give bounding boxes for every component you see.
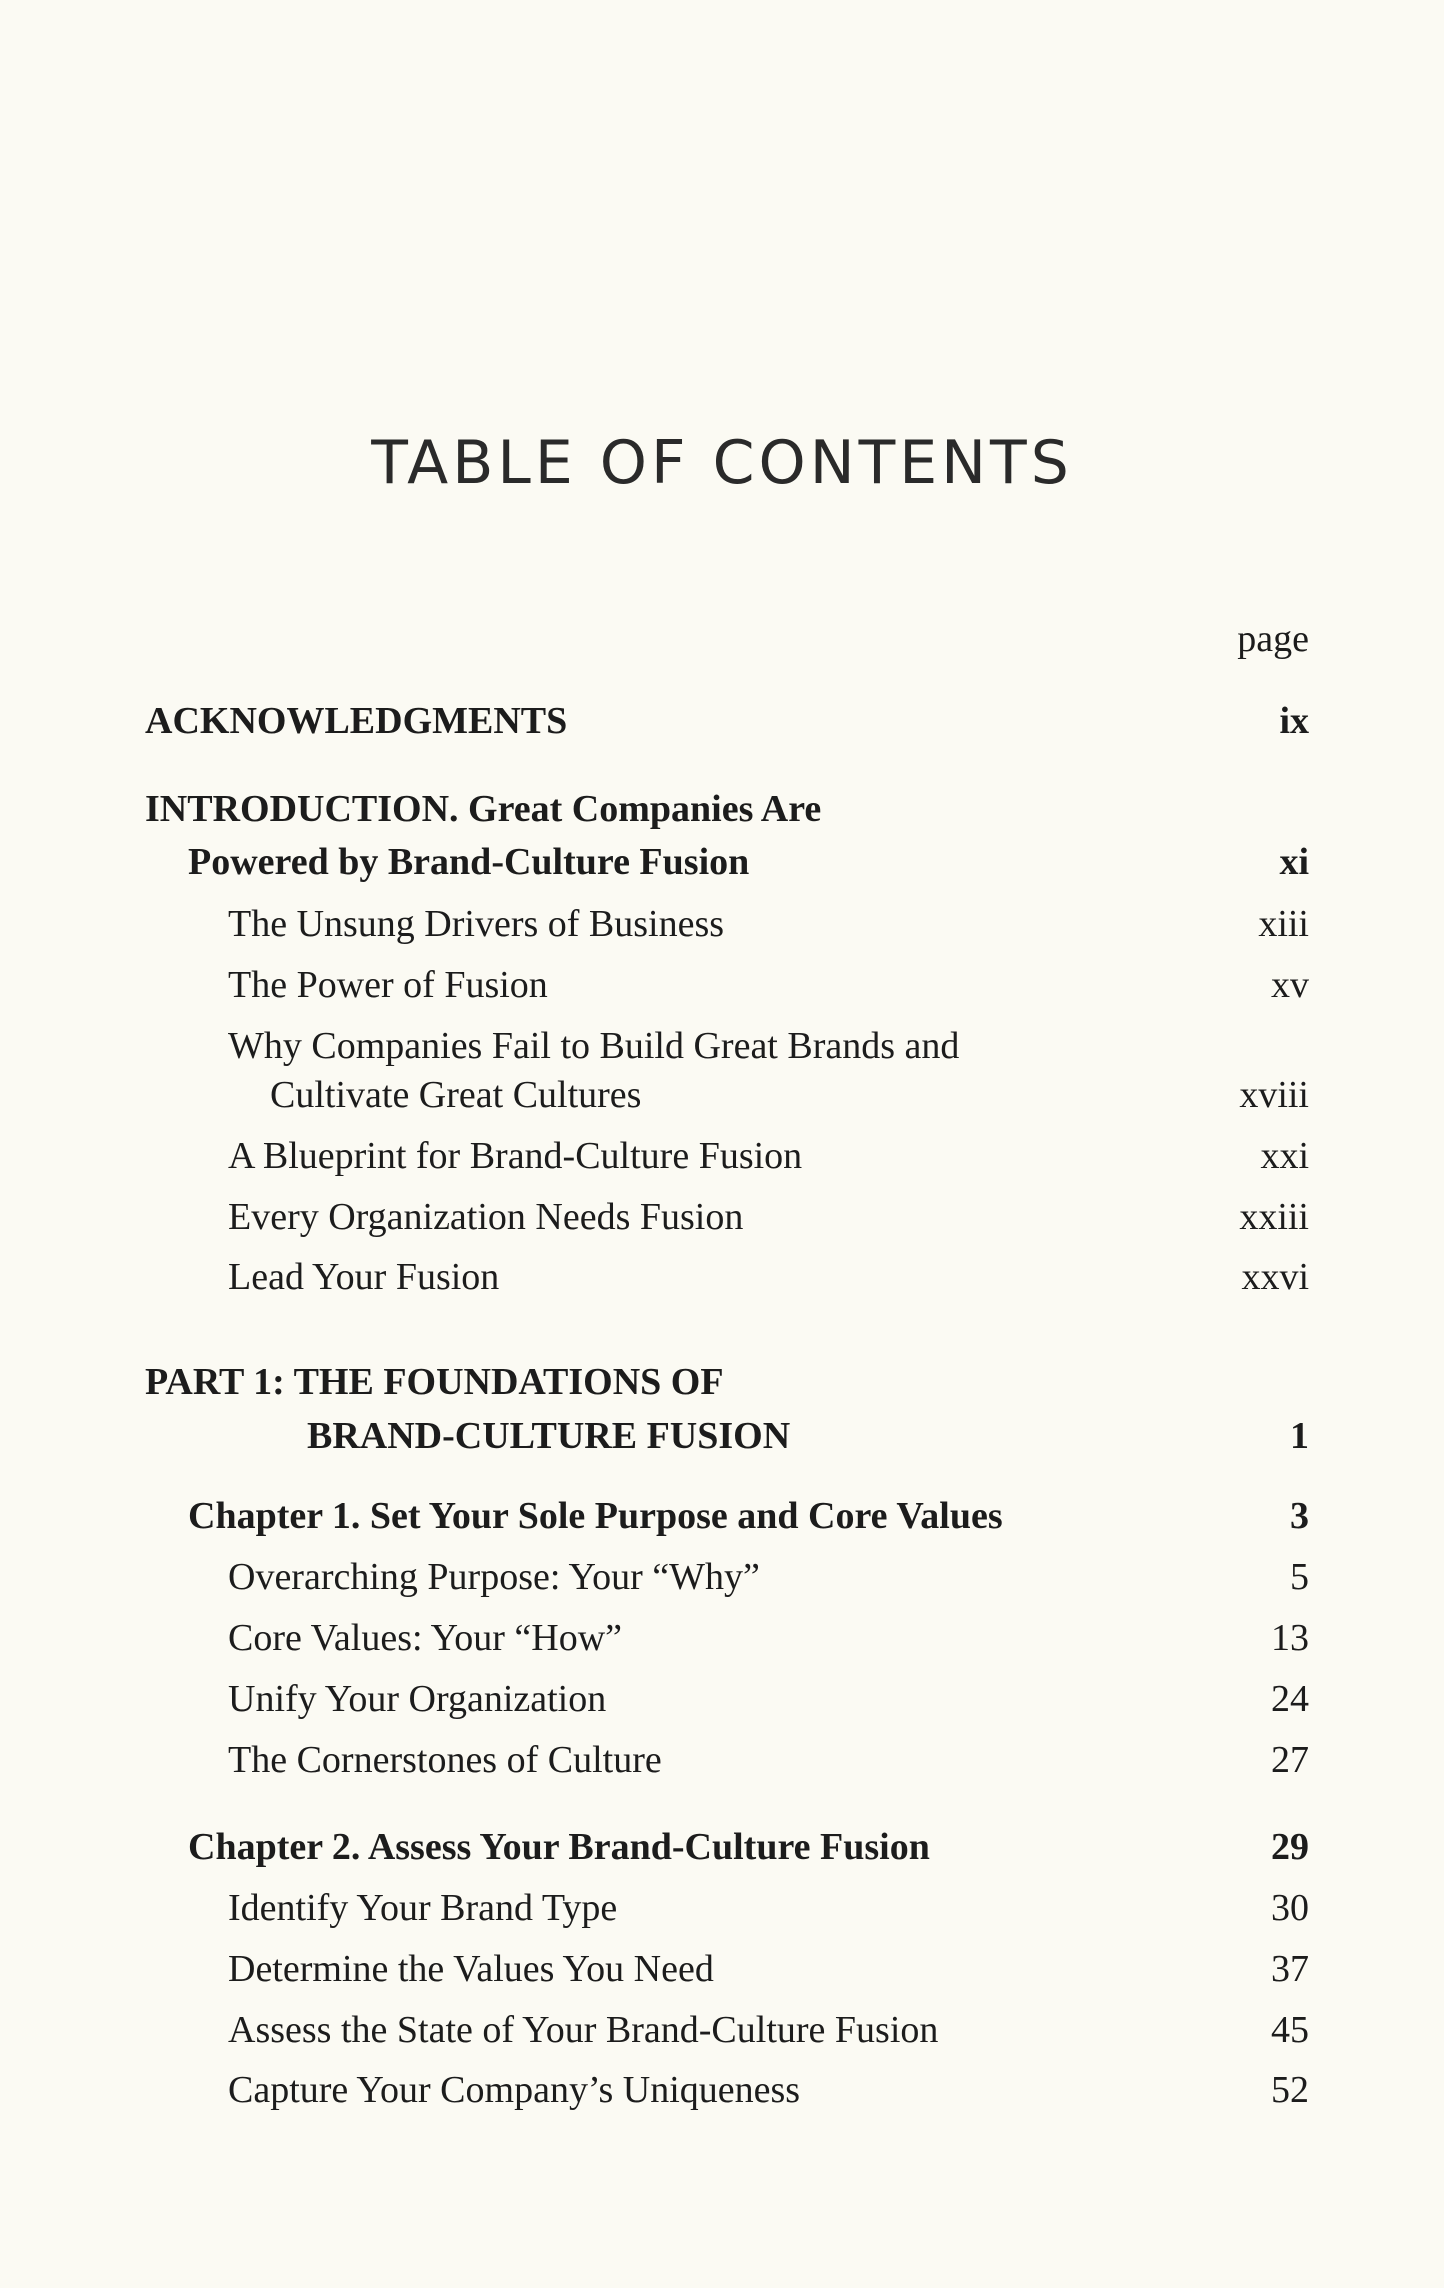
toc-part-title-line2: BRAND-CULTURE FUSION [307, 1415, 791, 1457]
toc-section-page: 30 [1271, 1887, 1309, 1929]
toc-section-title: The Unsung Drivers of Business [228, 903, 725, 945]
toc-part-title-line1: PART 1: THE FOUNDATIONS OF [145, 1361, 724, 1403]
toc-section-page: xxiii [1239, 1196, 1309, 1238]
toc-chapter-title: Chapter 1. Set Your Sole Purpose and Core Values [188, 1495, 1003, 1537]
toc-section-page: 27 [1271, 1739, 1309, 1781]
toc-section-page: 52 [1271, 2069, 1309, 2111]
toc-section-page: xviii [1239, 1074, 1309, 1116]
toc-section-title: Lead Your Fusion [228, 1256, 500, 1298]
page-title: TABLE OF CONTENTS [371, 428, 1073, 498]
toc-section-page: 13 [1271, 1617, 1309, 1659]
toc-section-page: xv [1271, 964, 1309, 1006]
toc-section-page: 5 [1290, 1556, 1309, 1598]
toc-chapter-title: Chapter 2. Assess Your Brand-Culture Fusion [188, 1826, 930, 1868]
toc-introduction-title-line1: INTRODUCTION. Great Companies Are [145, 788, 822, 830]
toc-chapter-page: 29 [1271, 1826, 1309, 1868]
toc-section-title-line2: Cultivate Great Cultures [270, 1074, 642, 1116]
toc-section-title: Assess the State of Your Brand-Culture Fusion [228, 2009, 939, 2051]
toc-section-title: Core Values: Your “How” [228, 1617, 623, 1659]
toc-section-title: Unify Your Organization [228, 1678, 607, 1720]
toc-section-page: xxi [1260, 1135, 1309, 1177]
toc-section-page: 24 [1271, 1678, 1309, 1720]
toc-section-page: xiii [1258, 903, 1309, 945]
toc-section-page: xxvi [1241, 1256, 1309, 1298]
toc-section-title: A Blueprint for Brand-Culture Fusion [228, 1135, 803, 1177]
toc-section-title: Every Organization Needs Fusion [228, 1196, 744, 1238]
toc-section-title: Determine the Values You Need [228, 1948, 714, 1990]
toc-front-matter-page: ix [1279, 700, 1309, 742]
page-column-header: page [1237, 618, 1309, 660]
toc-part-page: 1 [1290, 1415, 1309, 1457]
toc-section-title-line1: Why Companies Fail to Build Great Brands and [228, 1025, 960, 1067]
toc-section-title: Overarching Purpose: Your “Why” [228, 1556, 760, 1598]
toc-section-title: The Power of Fusion [228, 964, 548, 1006]
toc-introduction-page: xi [1279, 841, 1309, 883]
toc-section-page: 45 [1271, 2009, 1309, 2051]
toc-chapter-page: 3 [1290, 1495, 1309, 1537]
toc-section-page: 37 [1271, 1948, 1309, 1990]
toc-front-matter-title: ACKNOWLEDGMENTS [145, 700, 568, 742]
toc-section-title: Identify Your Brand Type [228, 1887, 618, 1929]
toc-introduction-title-line2: Powered by Brand-Culture Fusion [188, 841, 750, 883]
toc-section-title: The Cornerstones of Culture [228, 1739, 662, 1781]
toc-section-title: Capture Your Company’s Uniqueness [228, 2069, 801, 2111]
